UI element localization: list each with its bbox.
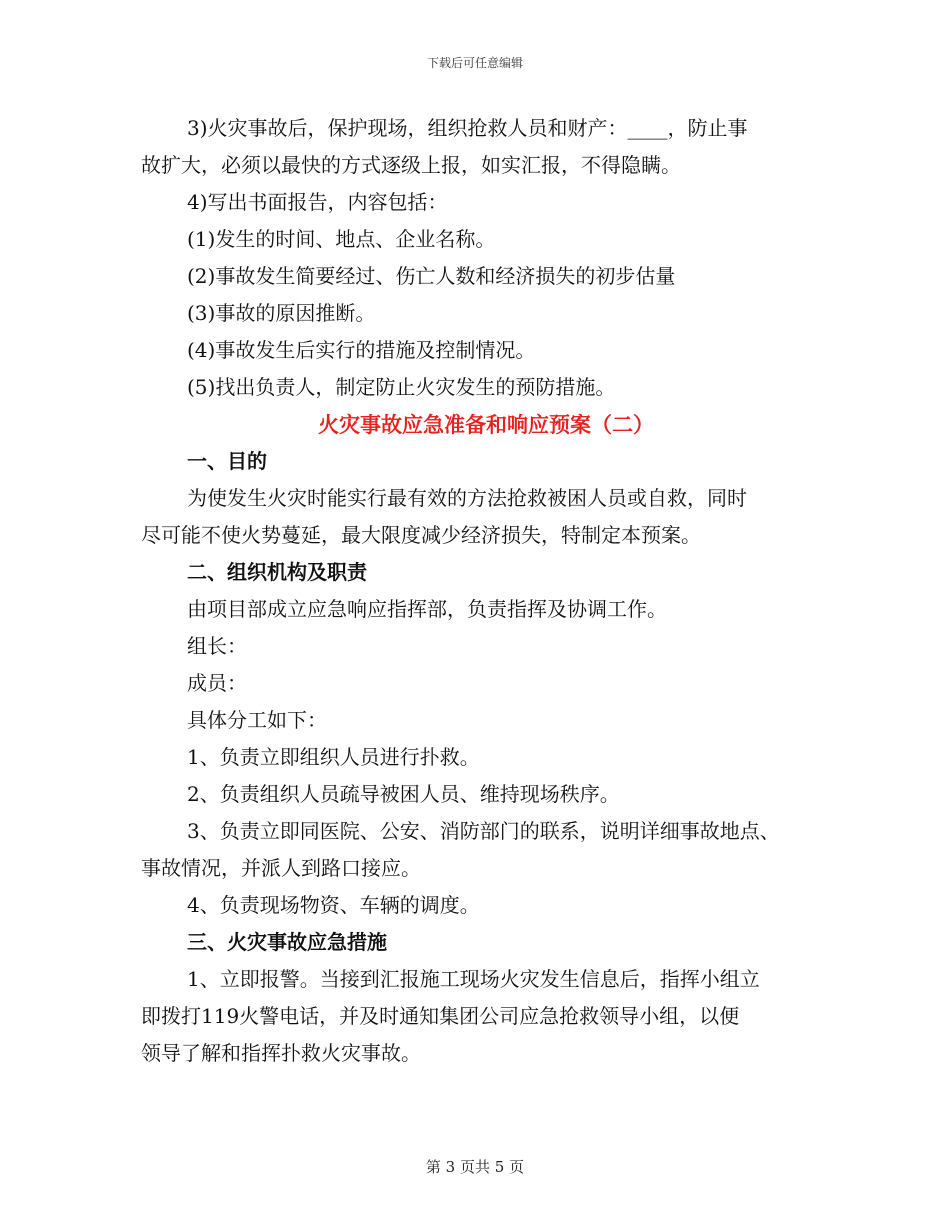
list-item: (1)发生的时间、地点、企业名称。 xyxy=(187,227,496,251)
section-title: 火灾事故应急准备和响应预案（二） xyxy=(318,412,654,437)
document-body xyxy=(141,110,831,1072)
list-item: 1、立即报警。当接到汇报施工现场火灾发生信息后，指挥小组立 xyxy=(187,967,760,991)
text-line: 事故情况，并派人到路口接应。 xyxy=(141,856,421,880)
section-heading: 二、组织机构及职责 xyxy=(187,560,367,584)
text-line: 4)写出书面报告，内容包括： xyxy=(187,190,448,214)
section-heading: 一、目的 xyxy=(187,449,267,473)
list-item: (5)找出负责人，制定防止火灾发生的预防措施。 xyxy=(187,375,616,399)
section-heading: 三、火灾事故应急措施 xyxy=(187,930,387,954)
list-item: 1、负责立即组织人员进行扑救。 xyxy=(187,745,480,769)
list-item: (3)事故的原因推断。 xyxy=(187,301,376,325)
text-line: 3)火灾事故后，保护现场，组织抢救人员和财产：____，防止事 xyxy=(187,116,748,140)
list-item: (4)事故发生后实行的措施及控制情况。 xyxy=(187,338,536,362)
text-line: 尽可能不使火势蔓延，最大限度减少经济损失，特制定本预案。 xyxy=(141,523,701,547)
list-item: 3、负责立即同医院、公安、消防部门的联系，说明详细事故地点、 xyxy=(187,819,780,843)
text-line: 即拨打119火警电话，并及时通知集团公司应急抢救领导小组，以便 xyxy=(141,1004,740,1028)
page-header: 下载后可任意编辑 xyxy=(426,56,523,70)
page-footer: 第 3 页共 5 页 xyxy=(425,1158,525,1176)
list-item: 4、负责现场物资、车辆的调度。 xyxy=(187,893,480,917)
list-item: (2)事故发生简要经过、伤亡人数和经济损失的初步估量 xyxy=(187,264,676,288)
text-line: 领导了解和指挥扑救火灾事故。 xyxy=(141,1041,421,1065)
text-line: 为使发生火灾时能实行最有效的方法抢救被困人员或自救，同时 xyxy=(187,486,747,510)
list-item: 2、负责组织人员疏导被困人员、维持现场秩序。 xyxy=(187,782,620,806)
text-line: 具体分工如下： xyxy=(187,708,327,732)
leader-label: 组长： xyxy=(187,634,247,658)
text-line: 由项目部成立应急响应指挥部，负责指挥及协调工作。 xyxy=(187,597,667,621)
text-line: 故扩大，必须以最快的方式逐级上报，如实汇报，不得隐瞒。 xyxy=(141,153,681,177)
members-label: 成员： xyxy=(187,671,247,695)
